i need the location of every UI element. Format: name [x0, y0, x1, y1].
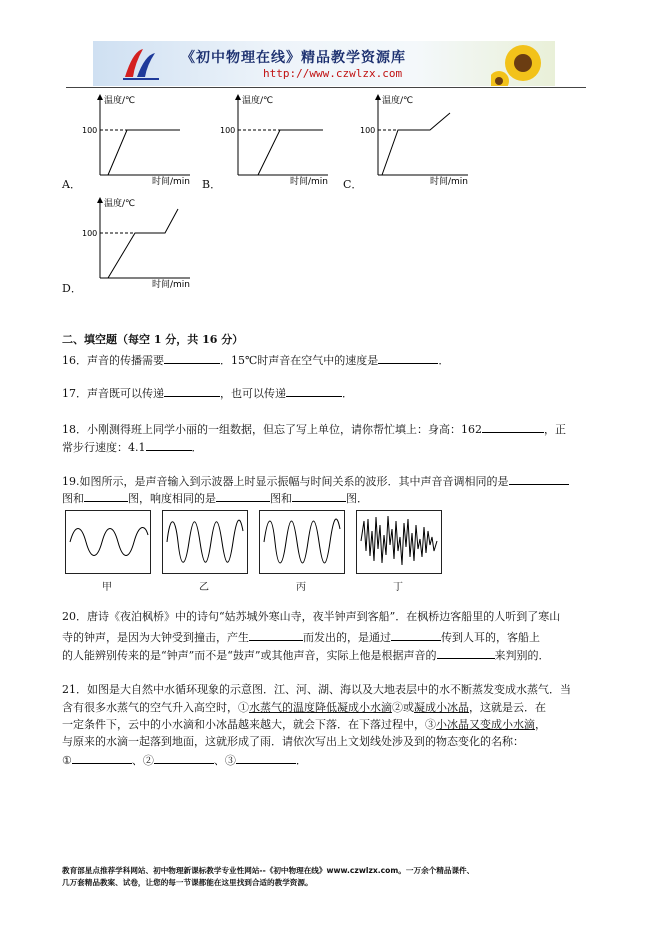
q19-text-d: 图和 [270, 492, 292, 505]
graph-b-tick: 100 [220, 126, 236, 135]
q19-blank-1[interactable] [509, 473, 569, 485]
q21-text-h: 、③ [213, 754, 236, 767]
graph-b-xlabel: 时间/min [290, 177, 329, 185]
q21-text-d: 一定条件下，云中的小水滴和小冰晶越来越大，就会下落．在下落过程中，③ [62, 718, 436, 731]
q19-text-b: 图和 [62, 492, 84, 505]
q21-underline-2: 凝成小冰晶 [414, 701, 469, 714]
q21-text-e: ， [535, 718, 546, 731]
q21-text-b: ②或 [392, 701, 414, 714]
q17-blank-1[interactable] [164, 385, 220, 397]
q21-text-c: ，这就是云．在 [469, 701, 546, 714]
q17-text-b: ，也可以传递 [220, 387, 286, 400]
q19-blank-4[interactable] [292, 490, 346, 502]
caption-yi: 乙 [199, 582, 209, 593]
q21-blank-1[interactable] [72, 752, 132, 764]
q17-text-c: ． [342, 387, 353, 400]
q16-text-b: ．15℃时声音在空气中的速度是 [220, 354, 379, 367]
q21-blank-3[interactable] [236, 752, 296, 764]
question-21-line4: 与原来的水滴一起落到地面，这就形成了雨．请依次写出上文划线处涉及到的物态变化的名称： [62, 735, 524, 748]
caption-bing: 丙 [296, 582, 306, 593]
q21-text-i: ． [295, 754, 307, 767]
waveform-bing [259, 510, 345, 574]
q19-blank-3[interactable] [216, 490, 270, 502]
graph-d-tick: 100 [82, 229, 98, 238]
question-18-line2 [62, 439, 203, 455]
question-21-line2 [62, 701, 546, 715]
graph-a [80, 93, 205, 185]
graph-d [80, 196, 205, 291]
graph-b [218, 93, 343, 185]
question-17 [62, 385, 353, 401]
graph-a-tick: 100 [82, 126, 98, 135]
q21-text-a: 含有很多水蒸气的空气升入高空时，① [62, 701, 249, 714]
q20-text-e: 来判别的． [494, 649, 550, 662]
graph-c-xlabel: 时间/min [430, 177, 469, 185]
footer [62, 865, 474, 889]
q17-text-a: 17．声音既可以传递 [62, 387, 164, 400]
footer-line-2: 几万套精品教案、试卷，让您的每一节课都能在这里找到合适的教学资源。 [62, 878, 313, 887]
q21-underline-3: 小冰晶又变成小水滴 [436, 718, 535, 731]
graph-c-tick: 100 [360, 126, 376, 135]
waveform-ding [356, 510, 442, 574]
waveform-jia [65, 510, 151, 574]
q16-blank-2[interactable] [378, 352, 438, 364]
question-20-line1: 20．唐诗《夜泊枫桥》中的诗句“姑苏城外寒山寺，夜半钟声到客船”．在枫桥边客船里的人听到了寒山 [62, 610, 561, 623]
caption-ding: 丁 [393, 582, 403, 593]
question-21-line5 [62, 752, 307, 768]
q17-blank-2[interactable] [286, 385, 342, 397]
graph-d-ylabel: 温度/℃ [104, 199, 136, 209]
header-banner [93, 41, 555, 86]
graph-d-xlabel: 时间/min [152, 280, 191, 290]
q21-blank-2[interactable] [154, 752, 214, 764]
q19-text-c: 图，响度相同的是 [128, 492, 216, 505]
q21-underline-1: 水蒸气的温度降低凝成小水滴 [249, 701, 392, 714]
q16-text-a: 16．声音的传播需要 [62, 354, 164, 367]
q20-text-d: 的人能辨别传来的是“钟声”而不是“鼓声”或其他声音，实际上他是根据声音的 [62, 649, 437, 662]
header-rule [66, 87, 586, 88]
option-b: B． [202, 178, 222, 191]
sunflower-icon [491, 41, 555, 86]
option-d: D． [62, 282, 82, 295]
q18-blank-1[interactable] [482, 421, 544, 433]
q20-text-c: 传到人耳的，客船上 [441, 631, 540, 644]
q20-blank-2[interactable] [391, 629, 441, 641]
graph-c-ylabel: 温度/℃ [382, 96, 414, 106]
q18-blank-2[interactable] [146, 439, 192, 451]
q19-text-e: 图． [346, 492, 368, 505]
question-21-line3 [62, 718, 546, 732]
question-20-line3 [62, 647, 550, 663]
footer-line-1: 教育部星点推荐学科网站、初中物理新课标教学专业性网站--《初中物理在线》www.czwlzx.com。一万余个精品课件、 [62, 866, 475, 875]
caption-jia: 甲 [102, 582, 112, 593]
q18-text-a: 18．小刚测得班上同学小丽的一组数据，但忘了写上单位，请你帮忙填上：身高：162 [62, 423, 482, 436]
q20-blank-3[interactable] [437, 647, 495, 659]
waveform-yi [162, 510, 248, 574]
q16-blank-1[interactable] [164, 352, 220, 364]
option-c: C． [343, 178, 363, 191]
q18-text-c: 常步行速度：4.1 [62, 441, 146, 454]
graph-a-xlabel: 时间/min [152, 177, 191, 185]
q21-text-f: ① [62, 754, 72, 767]
logo-icon [121, 45, 161, 83]
q20-text-a: 寺的钟声，是因为大钟受到撞击，产生 [62, 631, 249, 644]
graph-c [358, 93, 483, 185]
q18-text-b: ，正 [544, 423, 566, 436]
graph-a-ylabel: 温度/℃ [104, 96, 136, 106]
q19-text-a: 19.如图所示，是声音输入到示波器上时显示振幅与时间关系的波形．其中声音音调相同的是 [62, 475, 509, 488]
q20-blank-1[interactable] [249, 629, 303, 641]
q20-text-b: 而发出的，是通过 [303, 631, 391, 644]
question-20-line2 [62, 629, 540, 645]
q19-blank-2[interactable] [84, 490, 128, 502]
question-16 [62, 352, 449, 368]
graph-b-ylabel: 温度/℃ [242, 96, 274, 106]
q21-text-g: 、② [131, 754, 154, 767]
section-heading: 二、填空题（每空 1 分，共 16 分） [62, 333, 244, 346]
question-18-line1 [62, 421, 566, 437]
option-a: A． [62, 178, 81, 191]
q16-text-c: ． [438, 354, 450, 367]
q18-text-d: ． [191, 441, 203, 454]
question-19-line1 [62, 473, 569, 489]
site-title: 《初中物理在线》精品教学资源库 [181, 50, 406, 66]
question-21-line1: 21．如图是大自然中水循环现象的示意图．江、河、湖、海以及大地表层中的水不断蒸发变成水蒸气．当 [62, 683, 571, 696]
question-19-line2 [62, 490, 368, 506]
site-url: http://www.czwlzx.com [263, 67, 403, 80]
